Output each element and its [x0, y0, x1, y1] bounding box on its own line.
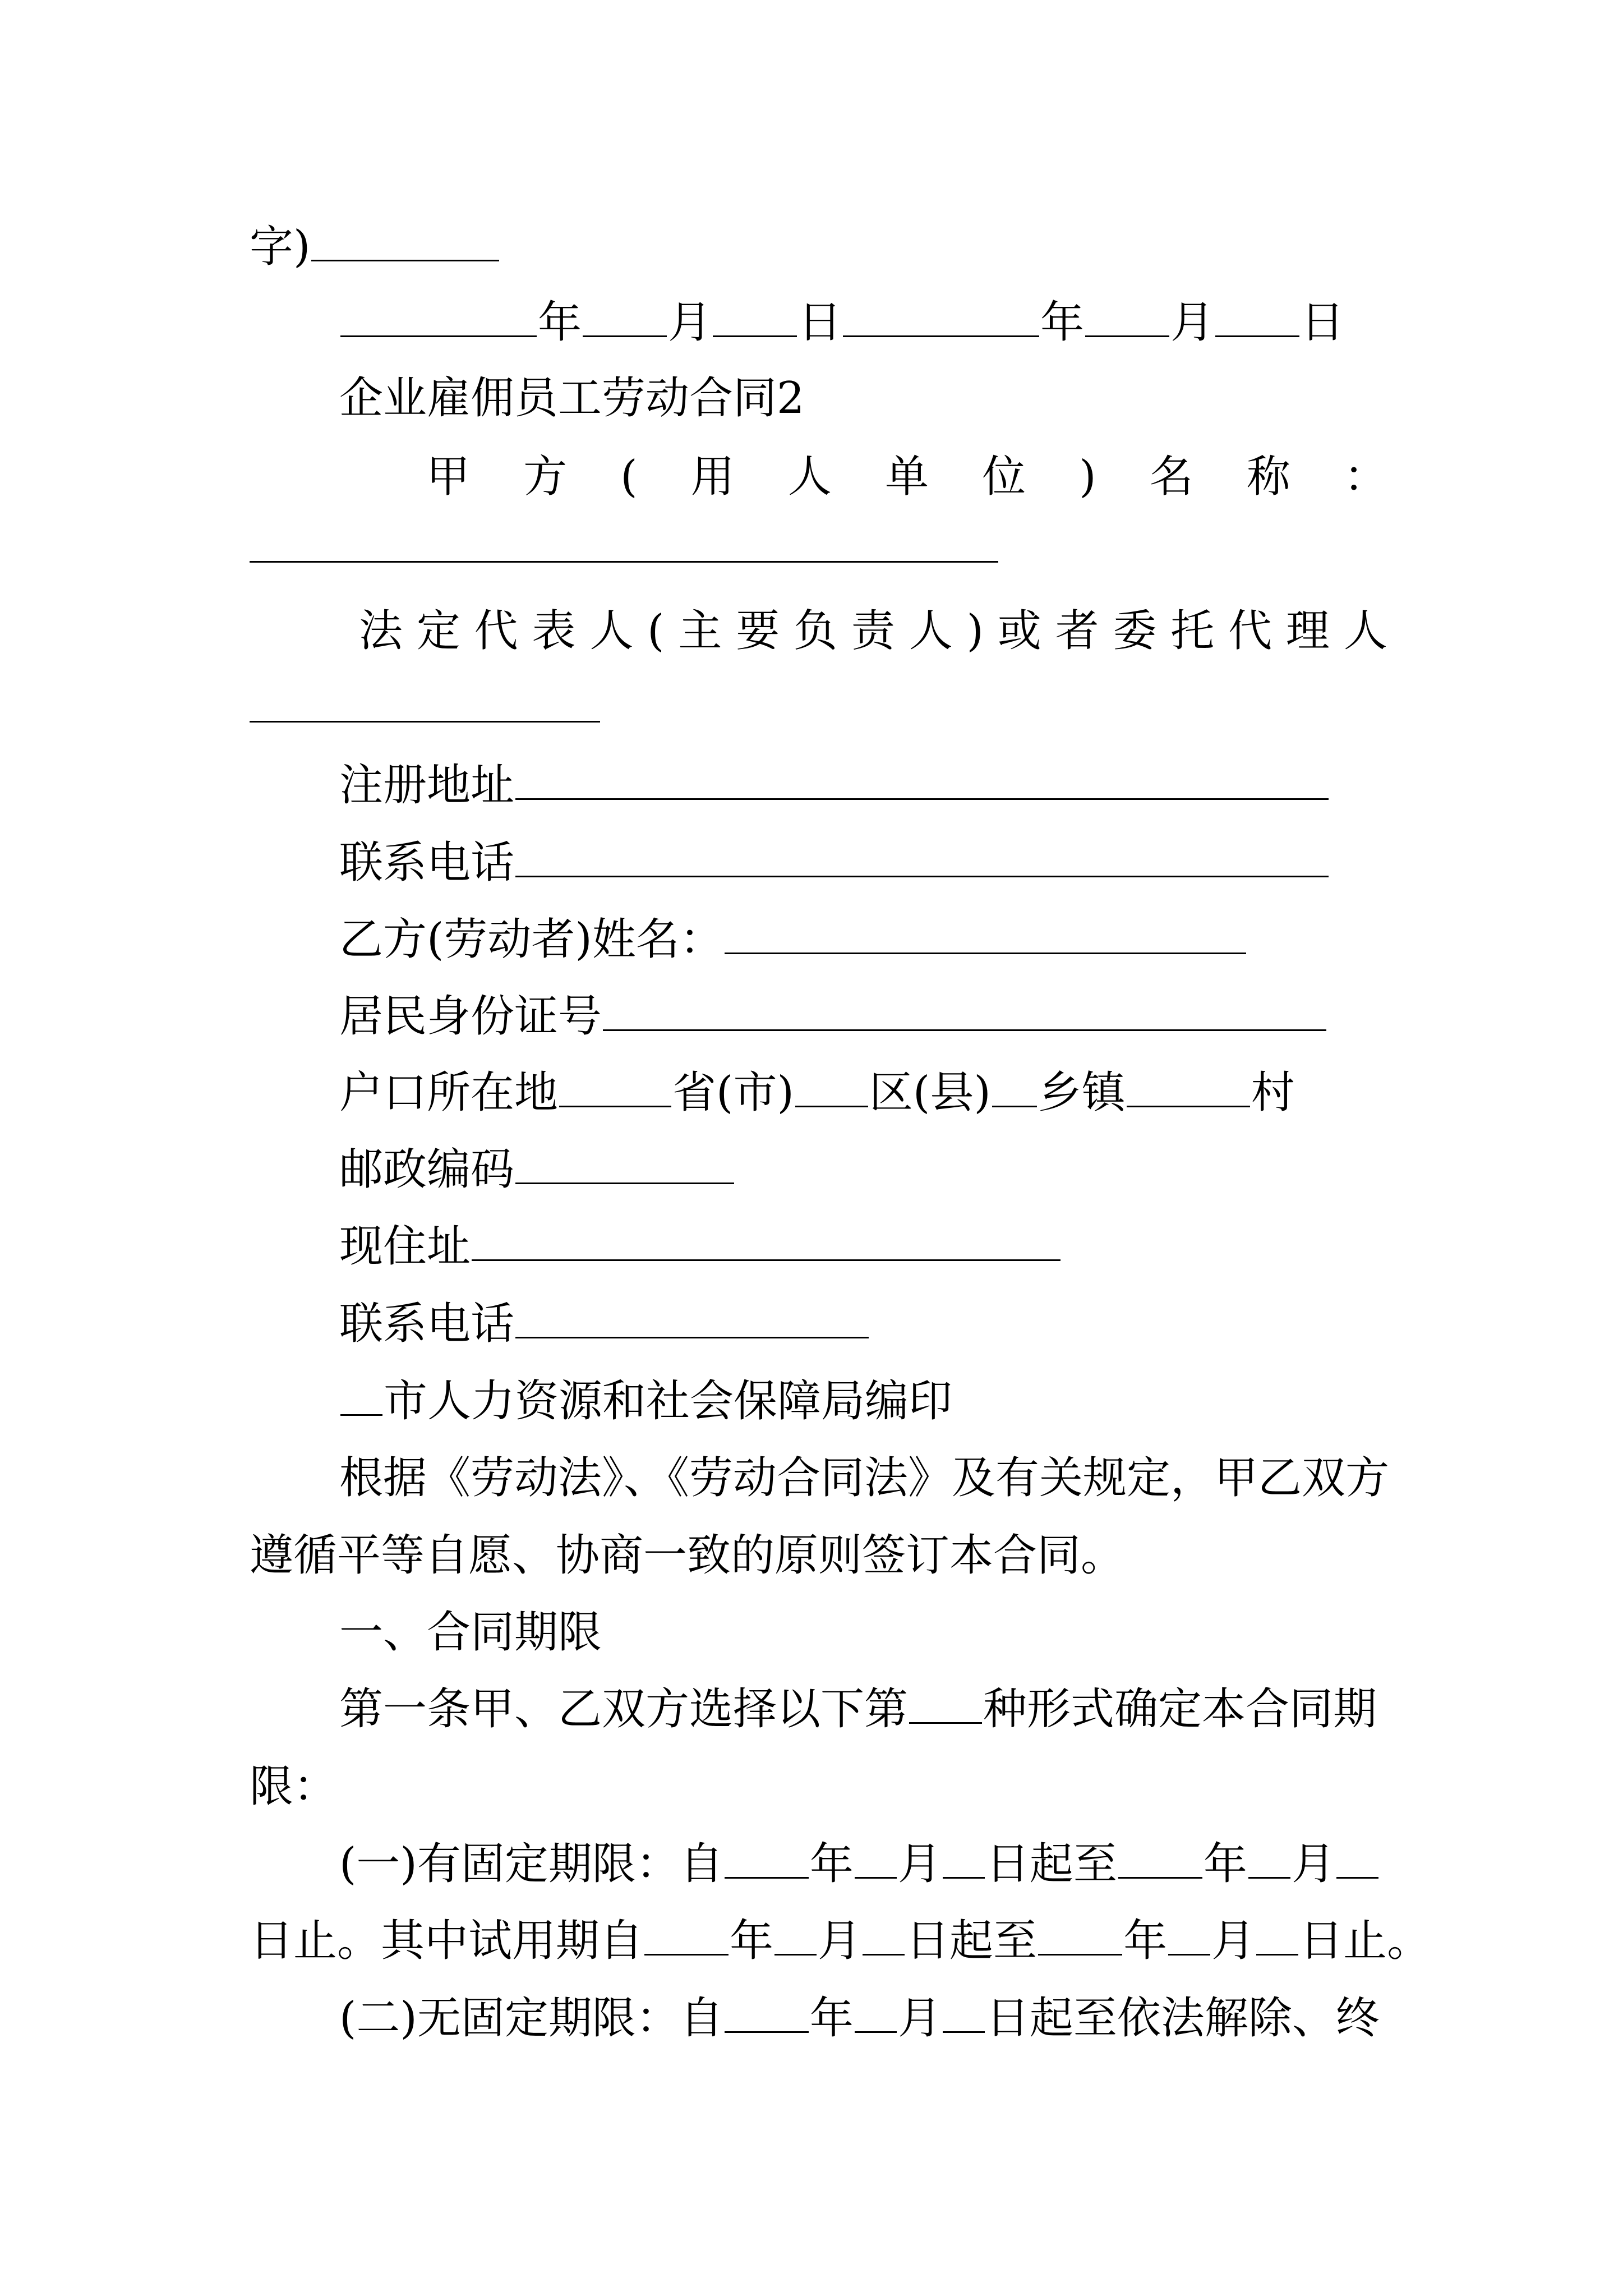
field-label: 联系电话 — [339, 838, 515, 888]
postcode-line — [339, 1139, 1387, 1200]
bureau-text: 市人力资源和社会保障局编印 — [384, 1376, 953, 1427]
bureau-line — [339, 1370, 1387, 1432]
field-label: 乡镇 — [1038, 1068, 1126, 1118]
year-label: 年 — [1040, 297, 1085, 348]
blank-field — [725, 1996, 809, 2033]
month-label: 月 — [897, 1993, 942, 2044]
legal-representative-label — [359, 600, 1387, 662]
char: 人 — [1343, 606, 1387, 656]
blank-field — [515, 1148, 734, 1184]
char: 要 — [736, 606, 780, 656]
paragraph-line: 根据《劳动法》、《劳动合同法》及有关规定，甲乙双方 — [339, 1453, 1390, 1503]
blank-field — [472, 1225, 1061, 1261]
month-label: 月 — [818, 1916, 862, 1966]
current-address-line — [339, 1216, 1387, 1277]
month-label: 月 — [1291, 1839, 1335, 1889]
blank-field — [340, 1379, 382, 1416]
text-fragment: 日起至 — [906, 1916, 1038, 1966]
party-b-name-line — [339, 909, 1387, 970]
blank-field — [713, 301, 797, 337]
year-label: 年 — [730, 1916, 774, 1966]
blank-field — [311, 225, 499, 261]
char: 责 — [851, 606, 895, 656]
char: 人 — [909, 606, 953, 656]
blank-field — [943, 1996, 985, 2033]
blank-field — [1215, 301, 1299, 337]
blank-field — [1085, 301, 1169, 337]
month-label: 月 — [897, 1839, 942, 1889]
blank-field — [774, 1919, 817, 1955]
blank-field — [583, 301, 667, 337]
text-fragment: 日止。其中试用期自 — [250, 1916, 644, 1966]
paragraph-line: 遵循平等自愿、协商一致的原则签订本合同。 — [250, 1530, 1125, 1581]
date-line — [339, 292, 1387, 353]
char: 主 — [678, 606, 722, 656]
char: ： — [1343, 452, 1387, 502]
year-label: 年 — [538, 297, 582, 348]
document-title: 企业雇佣员工劳动合同2 — [339, 373, 805, 424]
blank-field — [644, 1919, 728, 1955]
blank-field — [843, 301, 1039, 337]
char: 负 — [794, 606, 838, 656]
char: 者 — [1055, 606, 1099, 656]
field-label: 注册地址 — [339, 760, 515, 811]
blank-field — [515, 763, 1329, 800]
open-term-line — [339, 1987, 1387, 2049]
blank-field — [250, 561, 998, 563]
text-fragment: 日起至 — [985, 1839, 1117, 1889]
blank-field — [1118, 1842, 1202, 1879]
registered-address-line — [339, 754, 1387, 816]
char: 单 — [884, 452, 929, 502]
char: 名 — [1149, 452, 1193, 502]
year-label: 年 — [809, 1839, 854, 1889]
blank-field — [1256, 1919, 1298, 1955]
blank-field — [1127, 1071, 1250, 1107]
char: 代 — [474, 606, 518, 656]
char: 法 — [359, 606, 403, 656]
field-label: 村 — [1251, 1068, 1295, 1118]
char: 用 — [690, 452, 735, 502]
blank-field — [992, 1071, 1037, 1107]
blank-field — [1038, 1919, 1122, 1955]
party-a-name-label — [426, 446, 1387, 508]
blank-field — [725, 918, 1246, 954]
char: 人 — [787, 452, 832, 502]
blank-field — [855, 1996, 897, 2033]
text-fragment: (一)有固定期限：自 — [339, 1839, 723, 1889]
char: 委 — [1113, 606, 1157, 656]
year-label: 年 — [809, 1993, 854, 2044]
blank-field — [909, 1687, 982, 1724]
blank-field — [340, 301, 537, 337]
blank-field — [863, 1919, 905, 1955]
blank-field — [603, 995, 1326, 1031]
field-label: 邮政编码 — [339, 1144, 515, 1195]
fixed-term-line — [339, 1833, 1387, 1895]
text-fragment: 日止。 — [1299, 1916, 1431, 1966]
field-label: 居民身份证号 — [339, 991, 602, 1042]
text-fragment: 第一条甲、乙双方选择以下第 — [339, 1684, 909, 1734]
phone-line-party-b — [339, 1293, 1387, 1355]
month-label: 月 — [1211, 1916, 1256, 1966]
char: 代 — [1228, 606, 1272, 656]
field-label: 区(县) — [869, 1068, 991, 1118]
char: 称 — [1246, 452, 1290, 502]
year-label: 年 — [1203, 1839, 1247, 1889]
char: 位 — [982, 452, 1026, 502]
blank-field — [725, 1842, 809, 1879]
char: ) — [1079, 452, 1096, 502]
article-line: 限： — [250, 1761, 338, 1812]
char: ( — [647, 606, 665, 656]
char: 人 — [589, 606, 634, 656]
field-label: 联系电话 — [339, 1299, 515, 1349]
blank-field — [1168, 1919, 1210, 1955]
text-fragment: 字) — [250, 222, 311, 272]
id-number-line — [339, 986, 1387, 1047]
text-fragment: 种形式确定本合同期 — [983, 1684, 1377, 1734]
char: ) — [966, 606, 984, 656]
blank-field — [250, 721, 600, 723]
field-label: 乙方(劳动者)姓名： — [339, 914, 723, 965]
char: 托 — [1170, 606, 1215, 656]
section-heading: 一、合同期限 — [339, 1607, 602, 1658]
blank-field — [795, 1071, 868, 1107]
blank-field — [515, 1302, 869, 1338]
day-label: 日 — [798, 297, 842, 348]
field-label: 户口所在地 — [339, 1068, 559, 1118]
field-label: 现住址 — [339, 1221, 471, 1272]
day-label: 日 — [1301, 297, 1345, 348]
signature-tail-line — [250, 216, 1387, 278]
char: 方 — [523, 452, 568, 502]
char: 或 — [997, 606, 1041, 656]
blank-field — [559, 1071, 671, 1107]
char: 表 — [532, 606, 576, 656]
text-fragment: (二)无固定期限：自 — [339, 1993, 723, 2044]
char: ( — [620, 452, 638, 502]
article-line — [339, 1678, 1387, 1740]
blank-field — [1336, 1842, 1378, 1879]
blank-field — [515, 841, 1329, 877]
month-label: 月 — [668, 297, 712, 348]
month-label: 月 — [1170, 297, 1215, 348]
blank-field — [943, 1842, 985, 1879]
phone-line-party-a — [339, 832, 1387, 894]
char: 甲 — [426, 452, 471, 502]
blank-field — [855, 1842, 897, 1879]
char: 定 — [416, 606, 460, 656]
text-fragment: 日起至依法解除、终 — [985, 1993, 1380, 2044]
probation-line — [250, 1910, 1431, 1972]
hukou-line — [339, 1062, 1387, 1124]
blank-field — [1248, 1842, 1290, 1879]
field-label: 省(市) — [672, 1068, 794, 1118]
char: 理 — [1285, 606, 1330, 656]
year-label: 年 — [1123, 1916, 1168, 1966]
